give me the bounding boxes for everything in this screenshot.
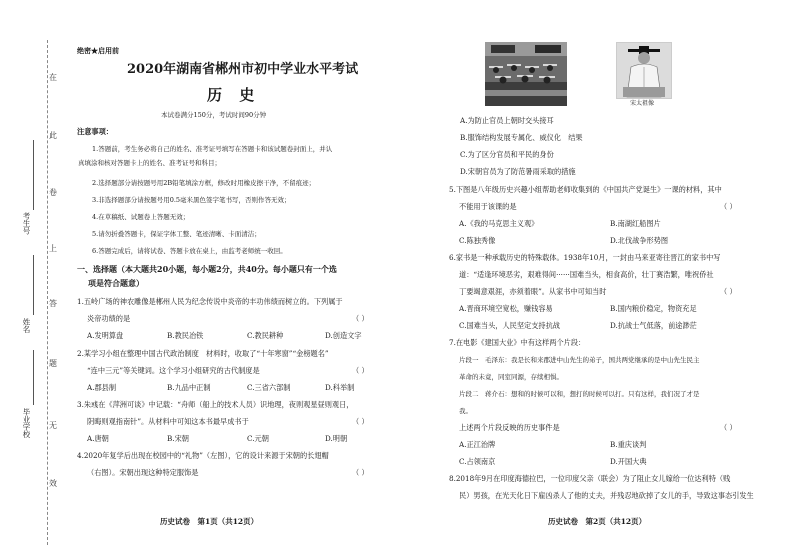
q2-option-c[interactable]: C.三省六部制 [247, 383, 291, 392]
exam-title: 2020年湖南省郴州市初中学业水平考试 [127, 62, 359, 77]
name-line [33, 255, 34, 315]
q8-stem: 8.2018年9月在印度海德拉巴，一位印度父亲（联会）为了阻止女儿嫁给一位达利特（贱 [449, 474, 731, 483]
school-line [33, 350, 34, 405]
q7-excerpt-1-cont: 革命的未竟，同室同源，存续相惧。 [459, 373, 563, 381]
section-title: 一、选择题（本大题共20小题，每小题2分，共40分。每小题只有一个选 [77, 264, 337, 274]
classroom-photo [485, 42, 567, 106]
q4-option-b[interactable]: B.服饰结构发展专属化、威仪化 结果 [460, 133, 583, 142]
section-title-cont: 项是符合题意） [88, 278, 144, 288]
q5-option-a[interactable]: A.《我的马克思主义观》 [459, 219, 539, 228]
notice-item: 6.答题完成后，请将试卷、答题卡放在桌上，由监考老师统一收回。 [92, 247, 287, 255]
classroom-photo-drawing [485, 42, 567, 106]
subject-title: 历 史 [207, 86, 261, 104]
notice-title: 注意事项： [77, 127, 113, 136]
q7-option-d[interactable]: D.开国大典 [610, 457, 647, 466]
q2-option-d[interactable]: D.科举制 [325, 383, 355, 392]
notice-item: 3.非选择题部分请按题号用0.5毫米黑色签字笔书写，否则作答无效； [92, 196, 291, 204]
emperor-portrait-drawing [617, 43, 671, 98]
q1-option-c[interactable]: C.教民耕种 [247, 331, 284, 340]
q4-answer-paren: （ ） [352, 468, 369, 477]
q1-option-a[interactable]: A.发明算盘 [87, 331, 124, 340]
q3-stem: 3.朱彧在《萍洲可谈》中记载：“舟师（船上的技术人员）识地理，夜则观星昼则观日， [77, 400, 354, 409]
q5-option-c[interactable]: C.陈独秀像 [459, 236, 496, 245]
exam-number-label: 考生号 [22, 212, 31, 235]
q4-option-a[interactable]: A.为防止官员上朝时交头接耳 [460, 116, 554, 125]
seal-char: 效 [49, 479, 57, 488]
q7-option-b[interactable]: B.重庆谈判 [610, 440, 647, 449]
q7-option-a[interactable]: A.正江治牌 [459, 440, 496, 449]
q3-option-b[interactable]: B.宋朝 [167, 434, 189, 443]
q6-option-c[interactable]: C.国难当头，人民坚定支持抗战 [459, 321, 560, 330]
q7-excerpt-2: 片段二 蒋介石：想和的时候可以和，想打的时候可以打。只有这样，我们况了才是 [459, 390, 700, 398]
q6-stem-cont: 道：“适逢环境恶劣，艰难得间······国难当头，相食高价，壮丁赛浩繁，唯祝侨社 [459, 270, 714, 279]
seal-char: 卷 [49, 188, 57, 197]
q1-option-d[interactable]: D.创造文字 [325, 331, 362, 340]
q6-option-a[interactable]: A.晋商环境空宽松，赚钱容易 [459, 304, 553, 313]
q2-option-b[interactable]: B.九品中正制 [167, 383, 211, 392]
q7-answer-paren: （ ） [720, 423, 737, 432]
page-footer: 历史试卷 第1页（共12页） [160, 517, 259, 526]
name-label: 姓名 [22, 318, 31, 333]
q8-stem-cont: 民）男孩，在光天化日下雇凶杀人了他的丈夫，并残忍地砍掉了女儿的手，导致这事态引发生 [459, 491, 754, 500]
q6-option-b[interactable]: B.国内粮价稳定，物资充足 [610, 304, 697, 313]
q5-option-d[interactable]: D.北伐战争形势图 [610, 236, 669, 245]
notice-item: 4.在草稿纸、试题卷上答题无效； [92, 213, 190, 221]
q5-stem: 5.下图是八年级历史兴趣小组帮助老师收集到的《中国共产党诞生》一课的材料，其中 [449, 185, 722, 194]
q4-stem: 4.2020年复学后出现在校园中的“礼物”（左图），它的设计来源于宋朝的长翅帽 [77, 451, 329, 460]
q7-option-c[interactable]: C.占领南京 [459, 457, 496, 466]
q5-option-b[interactable]: B.南湖红船图片 [610, 219, 661, 228]
portrait-caption: 宋太祖像 [630, 100, 655, 107]
q1-stem-cont: 炎帝功绩的是 [87, 314, 131, 323]
q7-excerpt-2-cont: 我。 [459, 407, 472, 415]
q1-option-b[interactable]: B.教民冶铁 [167, 331, 204, 340]
exam-info: 本试卷满分150分，考试时间90分钟 [161, 111, 267, 119]
notice-item: 2.选择题部分请按题号用2B铅笔填涂方框，修改时用橡皮擦干净，不留痕迹； [92, 179, 316, 187]
q6-answer-paren: （ ） [720, 287, 737, 296]
notice-item: 5.请勿折叠答题卡，保证字体工整、笔迹清晰、卡面清洁； [92, 230, 261, 238]
secret-mark: 绝密★启用前 [77, 46, 119, 55]
seal-char: 上 [49, 244, 57, 253]
q2-answer-paren: （ ） [352, 366, 369, 375]
q3-option-c[interactable]: C.元朝 [247, 434, 269, 443]
q1-stem: 1.五岭广场的神农雕像是郴州人民为纪念传说中炎帝的丰功伟绩而树立的。下列属于 [77, 297, 343, 306]
q4-option-c[interactable]: C.为了区分官员和平民的身份 [460, 150, 554, 159]
seal-char: 无 [49, 421, 57, 430]
q7-excerpt-1: 片段一 毛泽东：我是长和来郡进中山先生的弟子，国共两党继承的是中山先生民主 [459, 356, 700, 364]
seal-char: 题 [49, 359, 57, 368]
q5-stem-cont: 不能用于该课的是 [459, 202, 517, 211]
emperor-portrait [616, 42, 672, 99]
seal-dashed-line [47, 40, 48, 545]
q7-question: 上述两个片段反映的历史事件是 [459, 423, 560, 432]
q3-option-a[interactable]: A.唐朝 [87, 434, 109, 443]
q2-stem-cont: “连中三元”等关键词。这个学习小组研究的古代制度是 [87, 366, 260, 375]
seal-char: 答 [49, 299, 57, 308]
seal-char: 此 [49, 131, 57, 140]
q6-option-d[interactable]: D.抗战士气低落，前途渺茫 [610, 321, 697, 330]
q3-stem-cont: 阴晦则观指南针”。从材料中可知这本书最早成书于 [87, 417, 249, 426]
q5-answer-paren: （ ） [720, 202, 737, 211]
q1-answer-paren: （ ） [352, 314, 369, 323]
q2-stem: 2.某学习小组在整理中国古代政治制度 材料时，收取了“十年寒窗”“金榜题名” [77, 349, 329, 358]
exam-number-line [33, 140, 34, 210]
page-footer: 历史试卷 第2页（共12页） [548, 517, 647, 526]
q3-answer-paren: （ ） [352, 417, 369, 426]
q6-stem-cont2: 丁要竭意艰涯，亦须着眼”。从家书中可知当时 [459, 287, 607, 296]
q7-stem: 7.在电影《建国大业》中有这样两个片段： [449, 338, 586, 347]
seal-char: 在 [49, 73, 57, 82]
q2-option-a[interactable]: A.郡县制 [87, 383, 117, 392]
q3-option-d[interactable]: D.明朝 [325, 434, 348, 443]
q4-option-d[interactable]: D.宋朝官员为了防范暑雨采取的措施 [460, 167, 576, 176]
notice-item: 1.答题前，考生务必将自己的姓名、准考证号填写在答题卡和该试题卷封面上，并认 [92, 145, 333, 153]
q6-stem: 6.家书是一种承载历史的特殊载体。1938年10月，一封由马来亚寄往晋江的家书中写 [449, 253, 721, 262]
q4-stem-cont: （右图）。宋朝出现这种特定服饰是 [87, 468, 199, 477]
school-label: 毕业学校 [22, 408, 31, 438]
notice-item: 真填涂和核对答题卡上的姓名、准考证号和科目； [78, 159, 221, 167]
